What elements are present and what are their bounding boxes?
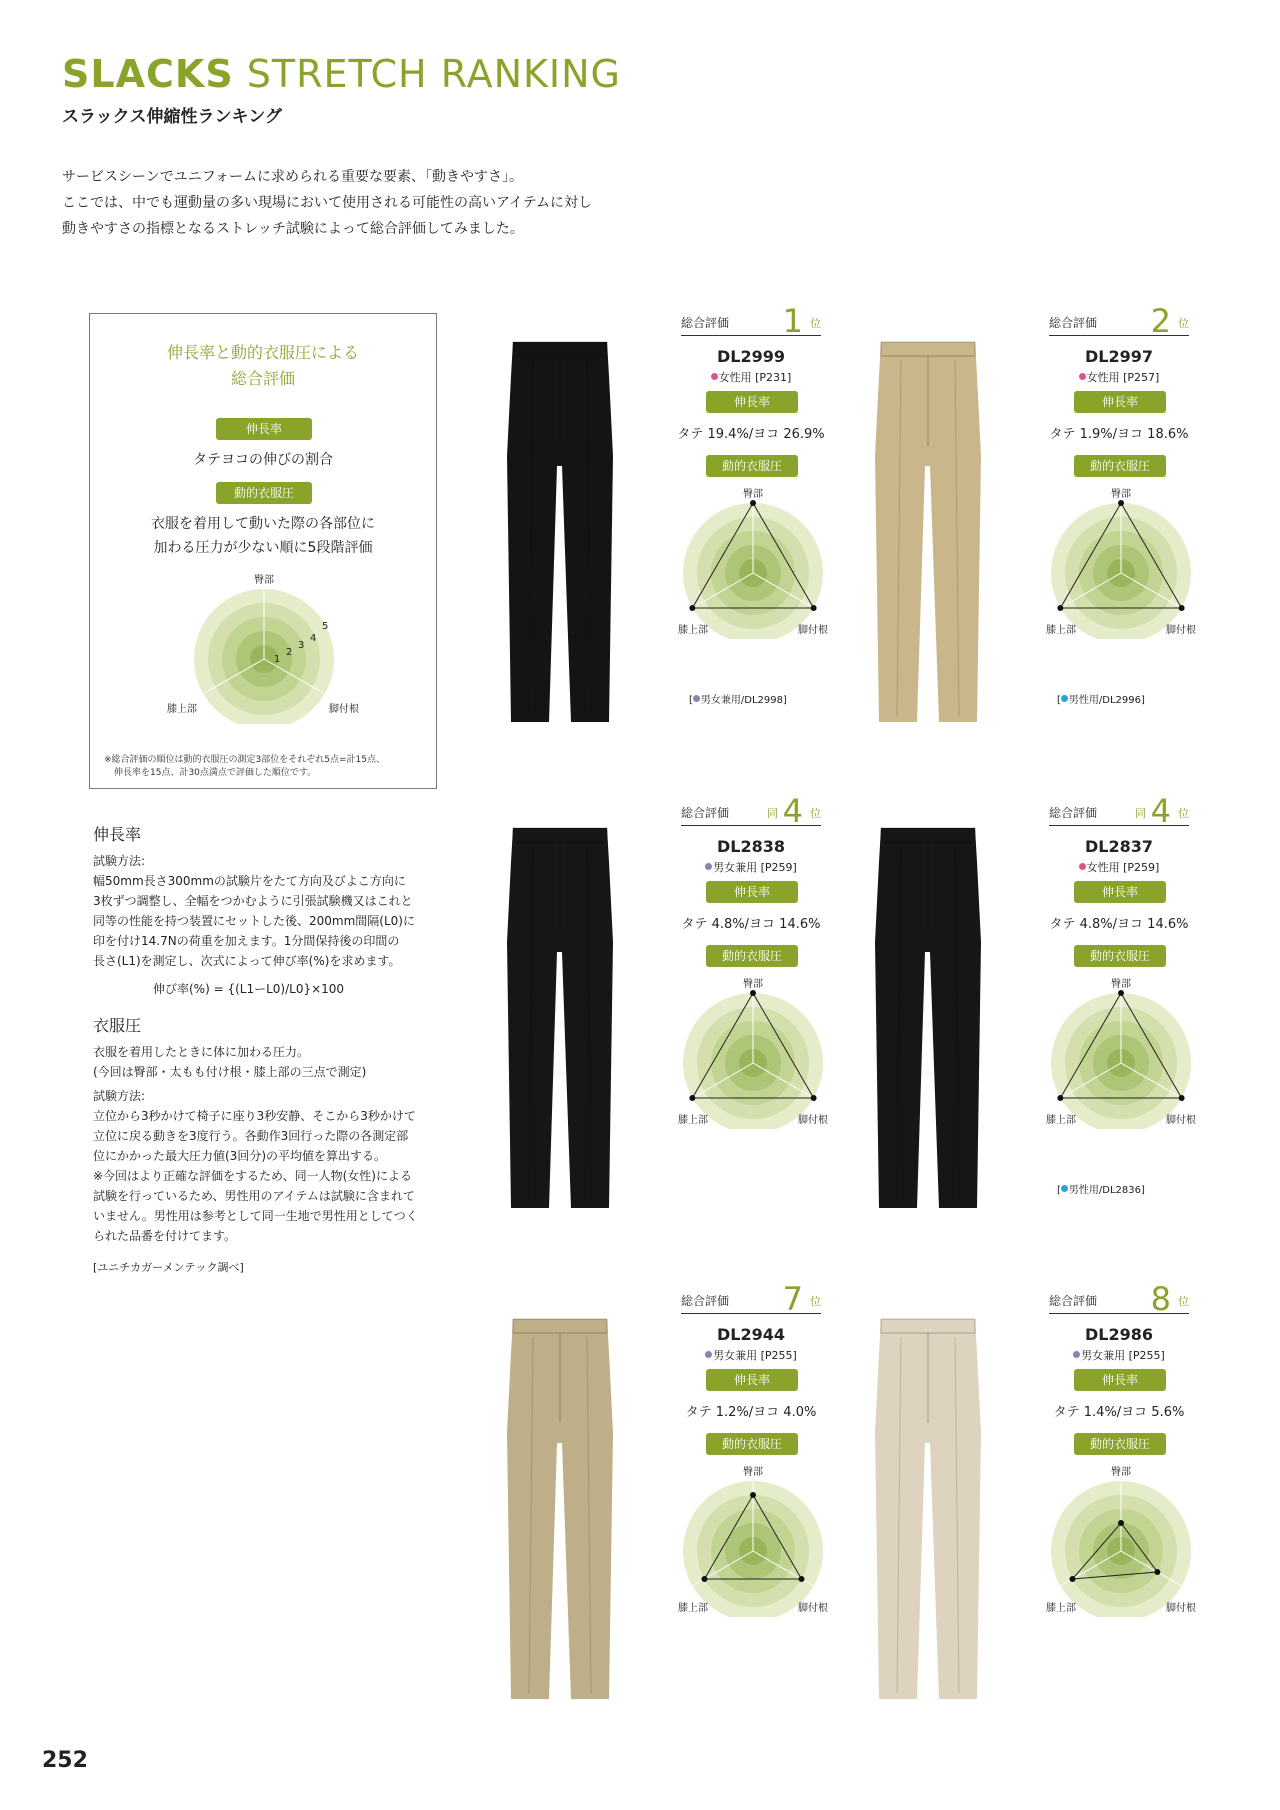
axis-label-right: 脚付根 [1166, 625, 1196, 636]
method-line: られた品番を付けてます。 [93, 1229, 237, 1243]
rank-label: 総合評価 [1049, 1294, 1098, 1308]
gender-dot-icon [1073, 1351, 1080, 1358]
footnote-dot-icon [1061, 1185, 1068, 1192]
gender-label: 女性用 [P257] [1086, 371, 1160, 384]
pants-image [505, 1313, 615, 1703]
radar-point [811, 605, 817, 611]
axis-label-left: 膝上部 [678, 625, 708, 636]
axis-label-right: 脚付根 [1166, 1115, 1196, 1126]
method-heading-stretch: 伸長率 [93, 825, 142, 844]
method-heading-pressure: 衣服圧 [93, 1016, 142, 1035]
radar-point [1118, 990, 1124, 996]
rank-row [681, 792, 821, 830]
stretch-pill: 伸長率 [1074, 881, 1166, 903]
pants-waistband [513, 828, 607, 842]
radar-point [750, 990, 756, 996]
product-model: DL2997 [1084, 347, 1153, 366]
stretch-pill: 伸長率 [1074, 1369, 1166, 1391]
footnote-dot-icon [1061, 695, 1068, 702]
pressure-pill: 動的衣服圧 [706, 945, 798, 967]
legend-title-line: 総合評価 [230, 369, 295, 388]
rank-prefix: 同 [1135, 807, 1146, 820]
product-footnote [1057, 691, 1145, 706]
scale-label: 5 [322, 621, 329, 632]
method-line: 立位に戻る動きを3度行う。各動作3回行った際の各測定部 [93, 1129, 409, 1143]
product-gender [681, 859, 821, 875]
axis-label-top: 臀部 [1111, 489, 1131, 500]
pants-waistband [881, 828, 975, 842]
gender-dot-icon [1079, 863, 1086, 870]
pressure-pill: 動的衣服圧 [706, 1433, 798, 1455]
pressure-pill: 動的衣服圧 [1074, 455, 1166, 477]
rank-suffix: 位 [810, 1295, 821, 1308]
pants-image [873, 822, 983, 1212]
stretch-value: タテ 4.8%/ヨコ 14.6% [1049, 917, 1189, 932]
product-model: DL2999 [716, 347, 785, 366]
axis-label-left: 膝上部 [678, 1115, 708, 1126]
stretch-pill: 伸長率 [706, 881, 798, 903]
gender-label: 女性用 [P259] [1086, 861, 1160, 874]
scale-label: 1 [274, 654, 281, 665]
axis-label-left: 膝上部 [1046, 1115, 1076, 1126]
rank-suffix: 位 [1178, 317, 1189, 330]
rank-number: 7 [782, 1280, 803, 1318]
method-line: 試験を行っているため、男性用のアイテムは試験に含まれて [93, 1189, 415, 1203]
radar-chart [1041, 1465, 1201, 1617]
radar-point [750, 1492, 756, 1498]
page-subtitle: スラックス伸縮性ランキング [62, 107, 282, 127]
stretch-pill: 伸長率 [1074, 391, 1166, 413]
intro-text [62, 164, 592, 242]
product-model: DL2837 [1084, 837, 1153, 856]
method-line: 衣服を着用したときに体に加わる圧力。 [93, 1045, 310, 1059]
footnote-label: 男性用/DL2836] [1068, 1185, 1145, 1196]
method-paragraph [93, 1106, 443, 1246]
method-line: いません。男性用は参考として同一生地で男性用としてつく [93, 1209, 418, 1223]
radar-point [1118, 1520, 1124, 1526]
pants-waistband [881, 342, 975, 356]
stretch-value: タテ 19.4%/ヨコ 26.9% [677, 427, 825, 442]
radar-chart [673, 1465, 833, 1617]
method-line: ※今回はより正確な評価をするため、同一人物(女性)による [93, 1169, 412, 1183]
scale-label: 2 [286, 647, 293, 658]
product-model: DL2838 [716, 837, 785, 856]
gender-dot-icon [705, 1351, 712, 1358]
radar-chart [1041, 487, 1201, 639]
gender-dot-icon [705, 863, 712, 870]
method-line: 幅50mm長さ300mmの試験片をたて方向及びよこ方向に [93, 874, 406, 888]
legend-pressure-desc [90, 512, 436, 560]
axis-label-left: 膝上部 [1046, 1603, 1076, 1614]
product-model: DL2944 [716, 1325, 785, 1344]
rank-number: 4 [782, 792, 803, 830]
rank-number: 4 [1150, 792, 1171, 830]
gender-label: 男女兼用 [P259] [713, 861, 797, 874]
pants-waistband [513, 1319, 607, 1333]
axis-label-top: 臀部 [1111, 979, 1131, 990]
radar-point [1057, 1095, 1063, 1101]
axis-label-right: 脚付根 [798, 1603, 828, 1614]
method-section [93, 822, 443, 1278]
rank-label: 総合評価 [681, 1294, 730, 1308]
product-gender [681, 1347, 821, 1363]
legend-pressure-line: 衣服を着用して動いた際の各部位に [151, 516, 375, 532]
rank-row [1049, 792, 1189, 830]
footnote-label: 男女兼用/DL2998] [700, 695, 787, 706]
gender-dot-icon [1079, 373, 1086, 380]
scale-label: 3 [298, 640, 305, 651]
radar-point [1118, 500, 1124, 506]
rank-number: 2 [1150, 302, 1171, 340]
rank-suffix: 位 [810, 807, 821, 820]
rank-row [681, 302, 821, 340]
page-title [62, 52, 621, 96]
method-source: [ユニチカガーメンテック調べ] [93, 1261, 244, 1274]
pressure-pill: 動的衣服圧 [706, 455, 798, 477]
radar-point [1057, 605, 1063, 611]
stretch-value: タテ 1.2%/ヨコ 4.0% [685, 1405, 817, 1420]
axis-label-top: 臀部 [743, 979, 763, 990]
legend-note [104, 754, 385, 780]
stretch-pill: 伸長率 [706, 391, 798, 413]
footnote-dot-icon [693, 695, 700, 702]
method-line: 印を付け14.7Nの荷重を加えます。1分間保持後の印間の [93, 934, 400, 948]
rank-label: 総合評価 [1049, 316, 1098, 330]
rank-row [1049, 302, 1189, 340]
stretch-pill: 伸長率 [706, 1369, 798, 1391]
legend-radar [164, 574, 364, 724]
axis-label-left: 膝上部 [678, 1603, 708, 1614]
rank-number: 1 [782, 302, 803, 340]
legend-note-line: 伸長率を15点、計30点満点で評価した順位です。 [114, 768, 317, 778]
footnote-bracket: [ [689, 695, 693, 706]
gender-label: 男女兼用 [P255] [713, 1349, 797, 1362]
radar-point [811, 1095, 817, 1101]
rank-label: 総合評価 [681, 806, 730, 820]
radar-point [1179, 605, 1185, 611]
stretch-value: タテ 1.9%/ヨコ 18.6% [1049, 427, 1189, 442]
scale-label: 4 [310, 633, 317, 644]
axis-label-left: 膝上部 [1046, 625, 1076, 636]
legend-stretch-desc: タテヨコの伸びの割合 [193, 452, 333, 468]
product-card [1046, 302, 1199, 715]
radar-point [798, 1576, 804, 1582]
intro-line: 動きやすさの指標となるストレッチ試験によって総合評価してみました。 [62, 221, 524, 237]
radar-chart [673, 977, 833, 1129]
intro-line: サービスシーンでユニフォームに求められる重要な要素、「動きやすさ」。 [62, 169, 524, 185]
method-line: 3枚ずつ調整し、全幅をつかむように引張試験機又はこれと [93, 894, 413, 908]
page-number: 252 [42, 1748, 88, 1773]
gender-label: 男女兼用 [P255] [1081, 1349, 1165, 1362]
product-card [678, 792, 831, 1205]
legend-title-line: 伸長率と動的衣服圧による [166, 343, 359, 362]
footnote-bracket: [ [1057, 695, 1061, 706]
pants-image [505, 336, 615, 726]
pressure-pill: 動的衣服圧 [1074, 945, 1166, 967]
pants-waistband [513, 342, 607, 356]
intro-line: ここでは、中でも運動量の多い現場において使用される可能性の高いアイテムに対し [62, 195, 593, 211]
radar-chart [673, 487, 833, 639]
method-test-label: 試験方法: [93, 854, 146, 868]
rank-suffix: 位 [810, 317, 821, 330]
axis-label-top: 臀部 [743, 1467, 763, 1478]
method-paragraph [93, 871, 443, 971]
method-paragraph [93, 1042, 443, 1082]
product-card [677, 302, 831, 715]
legend-stretch-pill: 伸長率 [216, 418, 312, 440]
rank-label: 総合評価 [681, 316, 730, 330]
pants-waistband [881, 1319, 975, 1333]
product-gender [1049, 859, 1189, 875]
rank-suffix: 位 [1178, 1295, 1189, 1308]
radar-point [689, 605, 695, 611]
product-gender [1049, 1347, 1189, 1363]
method-line: 長さ(L1)を測定し、次式によって伸び率(%)を求めます。 [93, 954, 401, 968]
product-model: DL2986 [1084, 1325, 1153, 1344]
product-card [1046, 792, 1199, 1205]
method-line: (今回は臀部・太もも付け根・膝上部の三点で測定) [93, 1065, 367, 1079]
radar-point [750, 500, 756, 506]
product-gender [681, 369, 821, 385]
legend-axis-right: 脚付根 [329, 704, 359, 715]
rank-prefix: 同 [767, 807, 778, 820]
footnote-label: 男性用/DL2996] [1068, 695, 1145, 706]
pants-image [505, 822, 615, 1212]
radar-point [702, 1576, 708, 1582]
pants-image [873, 336, 983, 726]
product-footnote [689, 691, 787, 706]
stretch-value: タテ 4.8%/ヨコ 14.6% [681, 917, 821, 932]
axis-label-top: 臀部 [743, 489, 763, 500]
radar-point [1070, 1576, 1076, 1582]
method-formula: 伸び率(%) = {(L1ーL0)/L0}×100 [153, 982, 345, 996]
legend-axis-left: 膝上部 [167, 704, 197, 715]
axis-label-right: 脚付根 [798, 1115, 828, 1126]
rank-label: 総合評価 [1049, 806, 1098, 820]
method-line: 位にかかった最大圧力値(3回分)の平均値を算出する。 [93, 1149, 387, 1163]
pants-image [873, 1313, 983, 1703]
legend-axis-top: 臀部 [254, 575, 274, 586]
radar-point [1179, 1095, 1185, 1101]
product-card [678, 1280, 831, 1693]
rank-row [1049, 1280, 1189, 1318]
method-test-label: 試験方法: [93, 1089, 146, 1103]
gender-dot-icon [711, 373, 718, 380]
radar-point [1154, 1569, 1160, 1575]
title-bold: SLACKS [62, 52, 234, 96]
legend-pressure-line: 加わる圧力が少ない順に5段階評価 [153, 540, 373, 556]
radar-point [689, 1095, 695, 1101]
pressure-pill: 動的衣服圧 [1074, 1433, 1166, 1455]
legend-title [90, 340, 436, 392]
legend-note-line: ※総合評価の順位は動的衣服圧の測定3部位をそれぞれ5点=計15点、 [104, 755, 385, 765]
method-line: 同等の性能を持つ装置にセットした後、200mm間隔(L0)に [93, 914, 415, 928]
radar-chart [1041, 977, 1201, 1129]
axis-label-top: 臀部 [1111, 1467, 1131, 1478]
product-gender [1049, 369, 1189, 385]
axis-label-right: 脚付根 [1166, 1603, 1196, 1614]
product-card [1046, 1280, 1199, 1693]
product-footnote [1057, 1181, 1145, 1196]
axis-label-right: 脚付根 [798, 625, 828, 636]
method-line: 立位から3秒かけて椅子に座り3秒安静、そこから3秒かけて [93, 1109, 416, 1123]
title-light: STRETCH RANKING [246, 52, 621, 96]
rank-row [681, 1280, 821, 1318]
legend-box [89, 313, 437, 789]
legend-pressure-pill: 動的衣服圧 [216, 482, 312, 504]
gender-label: 女性用 [P231] [718, 371, 792, 384]
footnote-bracket: [ [1057, 1185, 1061, 1196]
rank-suffix: 位 [1178, 807, 1189, 820]
rank-number: 8 [1150, 1280, 1171, 1318]
stretch-value: タテ 1.4%/ヨコ 5.6% [1053, 1405, 1185, 1420]
